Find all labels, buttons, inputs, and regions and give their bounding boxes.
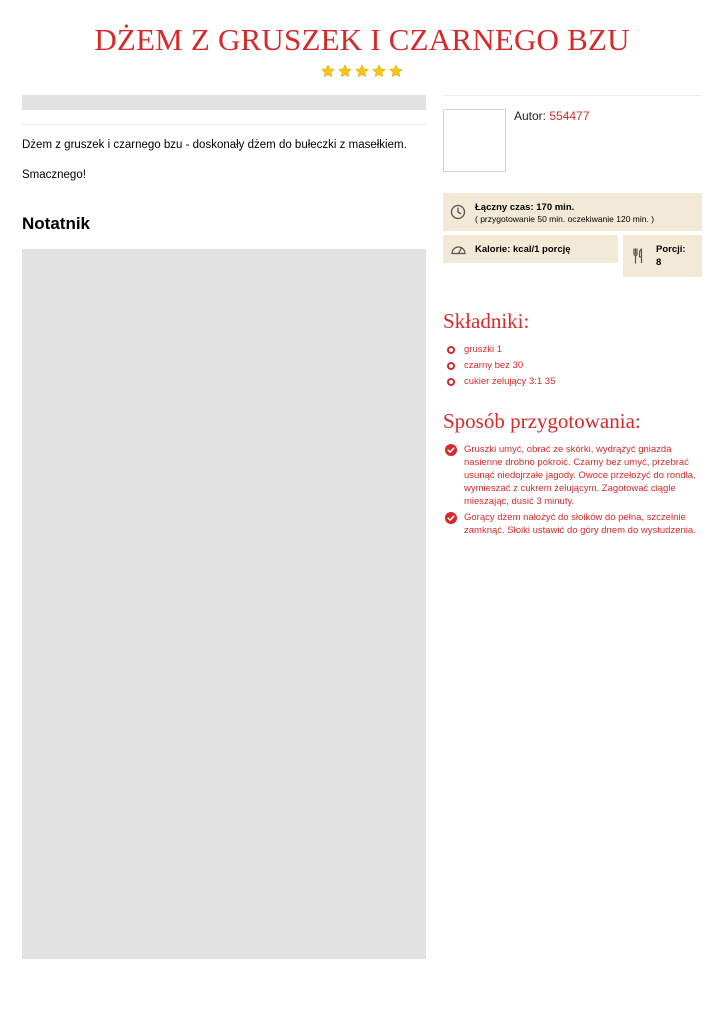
image-placeholder-bar: [22, 95, 426, 110]
preparation-steps: [443, 443, 703, 540]
portions-box: [623, 235, 702, 277]
author-info: [514, 109, 589, 123]
author-avatar: [443, 109, 506, 172]
ingredient-text: cukier żelujący 3:1 35: [464, 376, 556, 387]
calories: Kalorie: kcal/1 porcję: [475, 244, 571, 255]
divider: [443, 95, 702, 96]
ingredient-item: [443, 360, 555, 376]
ring-bullet-icon: [447, 378, 455, 386]
check-circle-icon: [445, 512, 457, 528]
preparation-heading: Sposób przygotowania:: [443, 409, 641, 433]
ingredient-text: gruszki 1: [464, 344, 503, 355]
recipe-title: DŻEM Z GRUSZEK I CZARNEGO BZU: [94, 22, 630, 57]
ingredient-item: [443, 376, 555, 392]
clock-icon: [450, 204, 466, 225]
ring-bullet-icon: [447, 346, 455, 354]
ingredient-item: [443, 344, 555, 360]
author-link[interactable]: 554477: [549, 109, 590, 123]
star-icon: [372, 64, 386, 78]
time-detail: ( przygotowanie 50 min. oczekiwanie 120 min. ): [475, 214, 655, 224]
star-icon: [389, 64, 403, 78]
step-text: Gruszki umyć, obrać ze skórki, wydrążyć gniazda nasienne drobno pokroić. Czarny bez umyć, przebrać usunąć niedojrzałe jagody. Owoce przełożyć do rondla, wymieszać z cukrem żelującym. Zagotować ciągle mieszając, dusić 3 minuty.: [464, 444, 696, 507]
calories-box: [443, 235, 618, 263]
total-time-box: [443, 193, 702, 231]
portions: [656, 243, 686, 269]
check-circle-icon: [445, 444, 457, 460]
author-label: Autor:: [514, 109, 547, 123]
portions-value: 8: [656, 257, 662, 268]
divider: [22, 124, 426, 125]
portions-label: Porcji:: [656, 244, 686, 255]
gauge-icon: [450, 241, 467, 261]
step-item: [443, 443, 703, 508]
star-icon: [338, 64, 352, 78]
step-text: Gorący dżem nałożyć do słoików do pełna, szczelnie zamknąć. Słoiki ustawić do góry dnem do wystudzenia.: [464, 512, 696, 536]
total-time: Łączny czas: 170 min.: [475, 202, 575, 213]
ingredient-text: czarny bez 30: [464, 360, 524, 371]
cutlery-icon: [632, 248, 644, 269]
recipe-description: Dżem z gruszek i czarnego bzu - doskonały dżem do bułeczki z masełkiem.: [22, 139, 407, 151]
rating-stars: [0, 62, 724, 80]
notes-area[interactable]: [22, 249, 426, 959]
closing-text: Smacznego!: [22, 169, 86, 181]
step-item: [443, 511, 703, 537]
star-icon: [321, 64, 335, 78]
star-icon: [355, 64, 369, 78]
ring-bullet-icon: [447, 362, 455, 370]
ingredients-heading: Składniki:: [443, 309, 530, 333]
ingredients-list: [443, 344, 555, 392]
notes-heading: Notatnik: [22, 214, 90, 233]
